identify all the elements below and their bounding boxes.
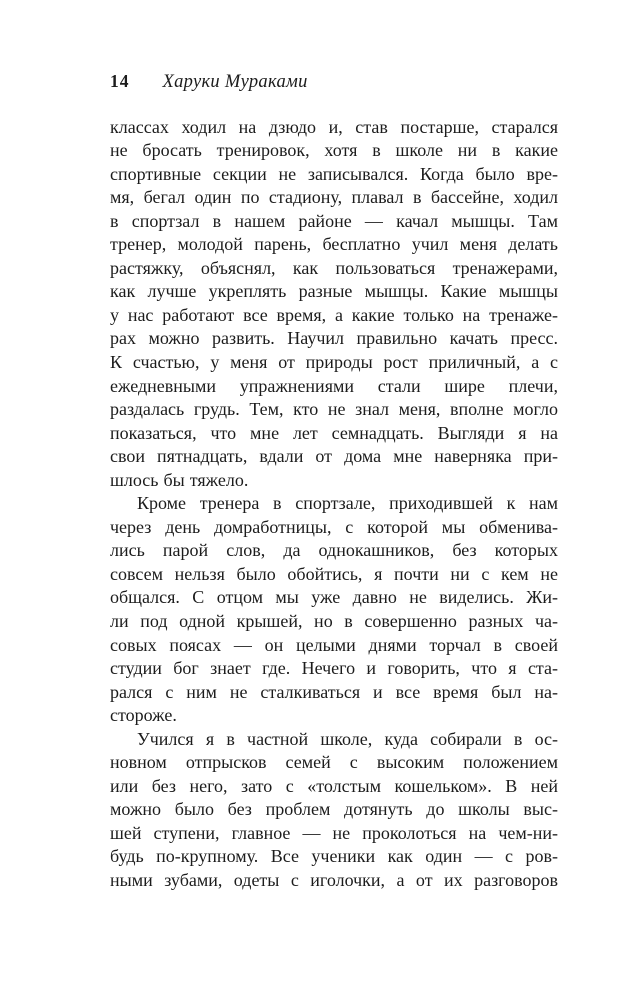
text-line: совсем нельзя было обойтись, я почти ни с кем не xyxy=(110,563,558,584)
text-line: классах ходил на дзюдо и, став постарше, старался xyxy=(110,116,558,137)
text-line: студии бог знает где. Нечего и говорить, что я ста- xyxy=(110,658,558,679)
text-line: спортивные секции не записывался. Когда было вре- xyxy=(110,163,558,184)
text-line: новном отпрысков семей с высоким положением xyxy=(110,752,558,773)
text-line: Учился я в частной школе, куда собирали в ос- xyxy=(137,728,558,749)
text-line: ежедневными упражнениями стали шире плечи, xyxy=(110,375,558,396)
running-head-author: Харуки Мураками xyxy=(162,72,308,92)
text-line: не бросать тренировок, хотя в школе ни в какие xyxy=(110,140,558,161)
text-line: через день домработницы, с которой мы обменива- xyxy=(110,516,558,537)
text-line: рах можно развить. Научил правильно качать пресс. xyxy=(110,328,558,349)
text-line: показаться, что мне лет семнадцать. Выгляди я на xyxy=(110,422,558,443)
text-line: шей ступени, главное — не проколоться на чем-ни- xyxy=(110,822,558,843)
text-line: свои пятнадцать, вдали от дома мне наверняка при- xyxy=(110,446,558,467)
running-header xyxy=(110,71,558,93)
body-text-block xyxy=(110,116,558,893)
text-line: стороже. xyxy=(110,705,177,726)
text-line: можно было без проблем дотянуть до школы выс- xyxy=(110,799,558,820)
text-line: в спортзал в нашем районе — качал мышцы. Там xyxy=(110,210,558,231)
text-line: раздалась грудь. Тем, кто не знал меня, вполне могло xyxy=(110,399,558,420)
text-line: как лучше укреплять разные мышцы. Какие мышцы xyxy=(110,281,558,302)
text-line: мя, бегал один по стадиону, плавал в бассейне, ходил xyxy=(110,187,558,208)
page-number: 14 xyxy=(110,71,130,91)
text-line: К счастью, у меня от природы рост приличный, а с xyxy=(110,351,558,372)
text-line: будь по-крупному. Все ученики как один — с ров- xyxy=(110,846,558,867)
text-line: ли под одной крышей, но в совершенно разных ча- xyxy=(110,610,558,631)
text-line: растяжку, объяснял, как пользоваться тренажерами, xyxy=(110,257,558,278)
text-line: рался с ним не сталкиваться и все время был на- xyxy=(110,681,558,702)
text-line: общался. С отцом мы уже давно не виделись. Жи- xyxy=(110,587,558,608)
text-line: или без него, зато с «толстым кошельком». В ней xyxy=(110,775,558,796)
text-line: совых поясах — он целыми днями торчал в своей xyxy=(110,634,558,655)
text-line: Кроме тренера в спортзале, приходившей к нам xyxy=(137,493,558,514)
text-line: ными зубами, одеты с иголочки, а от их разговоров xyxy=(110,870,558,890)
text-line: тренер, молодой парень, бесплатно учил меня делать xyxy=(110,234,558,255)
text-line: лись парой слов, да однокашников, без которых xyxy=(110,540,558,561)
text-line: шлось бы тяжело. xyxy=(110,469,249,490)
text-line: у нас работают все время, а какие только на тренаже- xyxy=(110,304,558,325)
